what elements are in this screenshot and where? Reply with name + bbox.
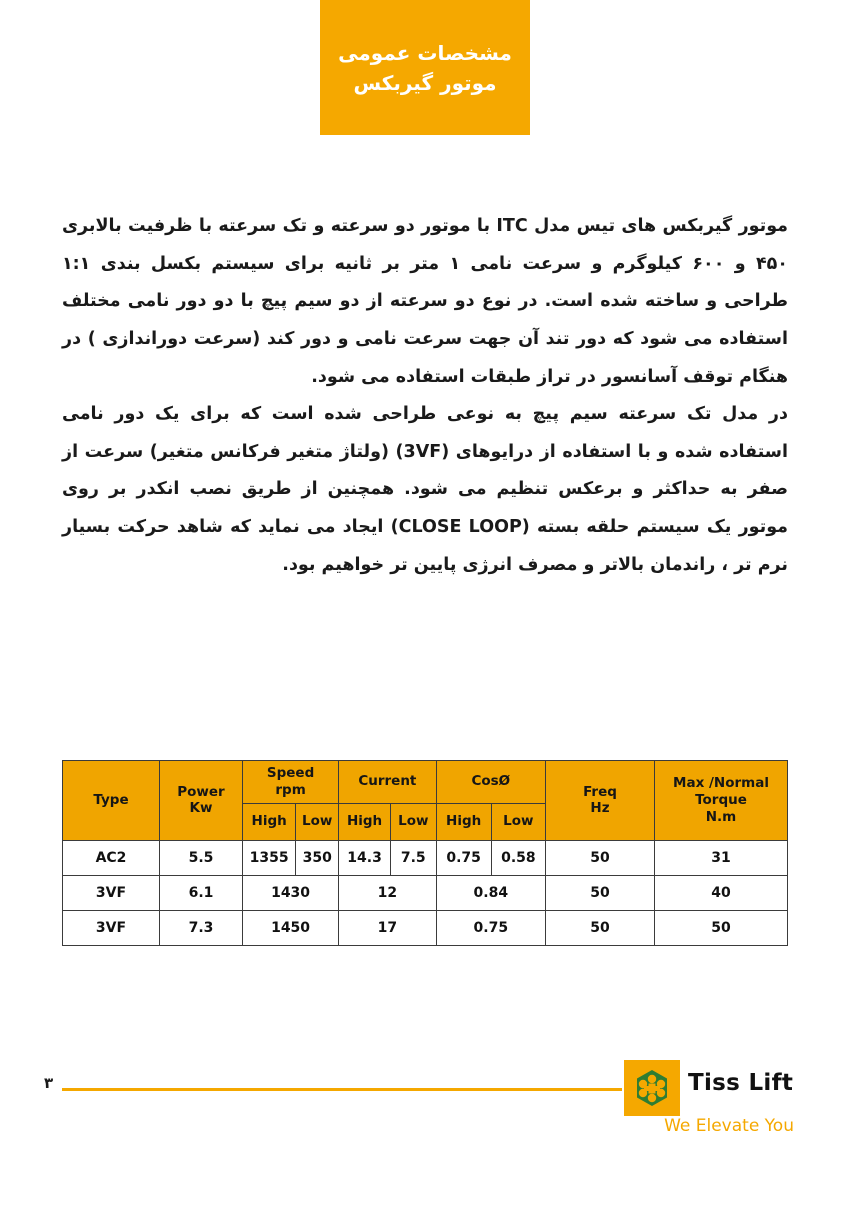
logo-wordmark: Tiss Lift (688, 1070, 794, 1096)
cell-freq: 50 (546, 840, 655, 875)
header-current-high: High (339, 803, 391, 840)
header-speed (243, 761, 339, 804)
header-torque-line1: Max /Normal (673, 775, 769, 792)
header-power (160, 761, 243, 841)
header-freq (546, 761, 655, 841)
brand-logo (624, 1060, 794, 1160)
header-current-low: Low (390, 803, 436, 840)
cell-type: 3VF (63, 910, 160, 945)
header-torque-line2: Torque (695, 791, 747, 808)
cell-power: 6.1 (160, 875, 243, 910)
body-paragraph-2: در مدل تک سرعته سیم پیچ به نوعی طراحی شده است که برای یک دور نامی استفاده شده و با استفاده از درایوهای (3VF) (ولتاژ متغیر فرکانس متغیر) سرعت از صفر به حداکثر و برعکس تنظیم می شود. همچنین از طریق نصب انکدر بر روی موتور یک سیستم حلقه بسته (CLOSE LOOP) ایجاد می نماید که شاهد حرکت بسیار نرم تر ، راندمان بالاتر و مصرف انرژی پایین تر خواهیم بود. (62, 404, 788, 575)
cell-current-low: 7.5 (390, 840, 436, 875)
header-cos: CosØ (436, 761, 545, 804)
body-text (62, 208, 788, 584)
table-row (63, 875, 788, 910)
cell-power: 7.3 (160, 910, 243, 945)
cell-speed-low: 350 (296, 840, 339, 875)
header-title-line2: موتور گیربکس (353, 70, 497, 95)
table-row (63, 840, 788, 875)
body-paragraph-1: موتور گیربکس های تیس مدل ITC با موتور دو سرعته و تک سرعته با ظرفیت بالابری ۴۵۰ و ۶۰۰ کیلوگرم و سرعت نامی ۱ متر بر ثانیه برای سیستم بکسل بندی ۱:۱ طراحی و ساخته شده است. در نوع دو سرعته از دو سیم پیچ با دو دور نامی مختلف استفاده می شود که دور تند آن جهت سرعت نامی و دور کند (سرعت دوراندازی ) در هنگام توقف آسانسور در تراز طبقات استفاده می شود. (62, 216, 789, 387)
motor-spec-table (62, 760, 788, 946)
header-cos-high: High (436, 803, 491, 840)
header-cos-low: Low (491, 803, 545, 840)
header-power-line2: Kw (189, 800, 213, 817)
header-freq-line1: Freq (583, 783, 617, 800)
cell-current-high: 14.3 (339, 840, 391, 875)
header-title-line1: مشخصات عمومی (338, 40, 512, 65)
cell-current: 17 (339, 910, 436, 945)
header-power-line1: Power (177, 783, 225, 800)
cell-cos: 0.84 (436, 875, 545, 910)
header-speed-line2: rpm (275, 781, 306, 798)
header-current: Current (339, 761, 436, 804)
cell-torque: 31 (655, 840, 788, 875)
table-header-row-1 (63, 761, 788, 804)
hexagon-flower-icon (624, 1060, 680, 1116)
header-type: Type (63, 761, 160, 841)
table-header (63, 761, 788, 841)
cell-freq: 50 (546, 910, 655, 945)
cell-power: 5.5 (160, 840, 243, 875)
header-torque-line3: N.m (705, 808, 737, 825)
table-body (63, 840, 788, 945)
cell-type: AC2 (63, 840, 160, 875)
header-freq-line2: Hz (590, 800, 610, 817)
cell-speed: 1450 (243, 910, 339, 945)
cell-torque: 40 (655, 875, 788, 910)
cell-current: 12 (339, 875, 436, 910)
cell-type: 3VF (63, 875, 160, 910)
header-speed-low: Low (296, 803, 339, 840)
cell-cos-high: 0.75 (436, 840, 491, 875)
cell-cos-low: 0.58 (491, 840, 545, 875)
spec-table-container (62, 760, 788, 946)
page-number: ۳ (44, 1074, 54, 1092)
table-row (63, 910, 788, 945)
header-speed-high: High (243, 803, 296, 840)
logo-tagline: We Elevate You (664, 1116, 794, 1136)
cell-cos: 0.75 (436, 910, 545, 945)
page-footer (0, 1060, 850, 1206)
cell-speed: 1430 (243, 875, 339, 910)
footer-divider (62, 1088, 622, 1091)
cell-freq: 50 (546, 875, 655, 910)
header-banner (320, 0, 530, 135)
cell-torque: 50 (655, 910, 788, 945)
cell-speed-high: 1355 (243, 840, 296, 875)
header-speed-line1: Speed (266, 765, 315, 781)
header-torque (655, 761, 788, 841)
